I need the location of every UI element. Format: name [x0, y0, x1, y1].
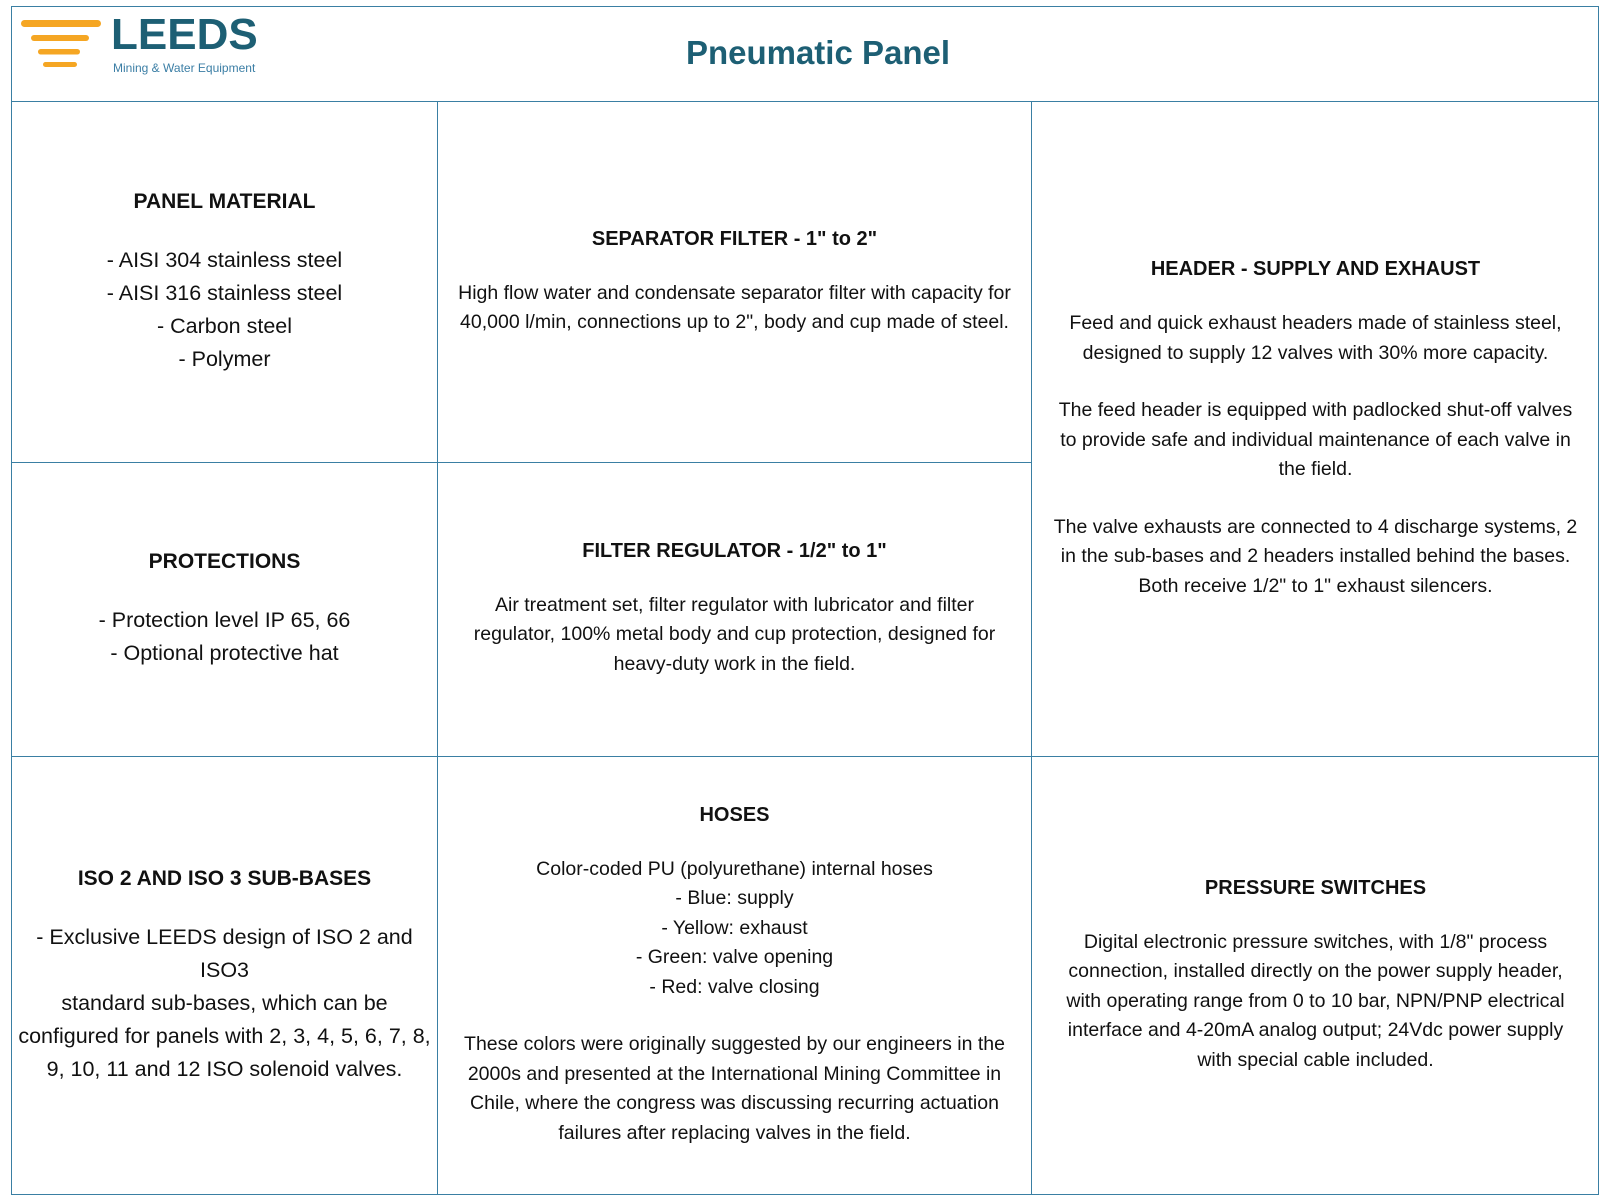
body-text: failures after replacing valves in the field. [558, 1121, 911, 1144]
body-text: The valve exhausts are connected to 4 discharge systems, 2 [1053, 515, 1578, 538]
body-text: Chile, where the congress was discussing recurring actuation [470, 1092, 999, 1115]
protections-cell [12, 463, 437, 756]
list-item: - AISI 316 stainless steel [106, 280, 343, 305]
document-page [11, 6, 1599, 1195]
body-text: designed to supply 12 valves with 30% more capacity. [1082, 341, 1549, 364]
section-heading: HOSES [699, 803, 770, 826]
body-text: with special cable included. [1197, 1048, 1434, 1071]
body-text: The feed header is equipped with padlocked shut-off valves [1058, 399, 1573, 421]
list-item: - Carbon steel [156, 313, 293, 338]
body-text: Digital electronic pressure switches, with 1/8" process [1083, 930, 1548, 953]
iso-sub-bases-cell [12, 757, 437, 1195]
filter-regulator-cell [438, 463, 1031, 756]
section-heading: PANEL MATERIAL [133, 189, 316, 213]
body-text: Air treatment set, filter regulator with lubricator and filter [494, 593, 975, 616]
body-text: Feed and quick exhaust headers made of stainless steel, [1069, 312, 1562, 334]
separator-filter-cell [438, 103, 1031, 462]
body-text: 40,000 l/min, connections up to 2", body and cup made of steel. [460, 311, 1009, 333]
body-text: configured for panels with 2, 3, 4, 5, 6, 7, 8, [18, 1023, 431, 1048]
list-item: - Protection level IP 65, 66 [98, 607, 351, 632]
section-heading: PROTECTIONS [148, 549, 301, 573]
list-item: - Optional protective hat [110, 640, 339, 665]
pressure-switches-cell [1032, 757, 1599, 1195]
body-text: High flow water and condensate separator filter with capacity for [458, 281, 1011, 304]
logo-wordmark: LEEDS [111, 10, 258, 59]
body-text: the field. [1278, 458, 1353, 480]
page-header [12, 7, 1598, 102]
body-text: - Exclusive LEEDS design of ISO 2 and ISO3 [36, 924, 413, 982]
body-text: 2000s and presented at the International Mining Committee in [467, 1062, 1002, 1085]
panel-material-cell [12, 103, 437, 462]
body-text: heavy-duty work in the field. [613, 652, 856, 675]
section-heading: HEADER - SUPPLY AND EXHAUST [1150, 258, 1481, 280]
list-item: - Green: valve opening [635, 946, 834, 969]
section-heading: SEPARATOR FILTER - 1" to 2" [591, 227, 878, 250]
list-item: - Red: valve closing [649, 975, 820, 998]
section-heading: FILTER REGULATOR - 1/2" to 1" [582, 539, 887, 562]
list-item: - Blue: supply [675, 887, 794, 910]
list-item: - AISI 304 stainless steel [106, 247, 343, 272]
body-text: 9, 10, 11 and 12 ISO solenoid valves. [46, 1056, 403, 1081]
body-text: Both receive 1/2" to 1" exhaust silencers. [1138, 574, 1493, 597]
list-item: - Polymer [178, 346, 271, 371]
body-text: in the sub-bases and 2 headers installed behind the bases. [1060, 545, 1571, 567]
body-text: connection, installed directly on the power supply header, [1068, 960, 1563, 983]
body-text: regulator, 100% metal body and cup protection, designed for [473, 623, 996, 646]
body-text: with operating range from 0 to 10 bar, NPN/PNP electrical [1066, 989, 1565, 1012]
body-text: to provide safe and individual maintenance of each valve in [1060, 428, 1571, 451]
section-heading: ISO 2 AND ISO 3 SUB-BASES [77, 866, 372, 890]
body-text: standard sub-bases, which can be [61, 990, 388, 1015]
section-heading: PRESSURE SWITCHES [1204, 876, 1427, 899]
page-title: Pneumatic Panel [685, 34, 951, 71]
body-text: interface and 4-20mA analog output; 24Vdc power supply [1067, 1019, 1564, 1042]
header-supply-exhaust-cell [1032, 103, 1599, 756]
list-item: - Yellow: exhaust [661, 916, 808, 939]
logo-tagline: Mining & Water Equipment [113, 61, 256, 75]
hoses-cell [438, 757, 1031, 1195]
body-text: These colors were originally suggested by our engineers in the [464, 1033, 1005, 1056]
list-item: Color-coded PU (polyurethane) internal hoses [536, 857, 933, 880]
